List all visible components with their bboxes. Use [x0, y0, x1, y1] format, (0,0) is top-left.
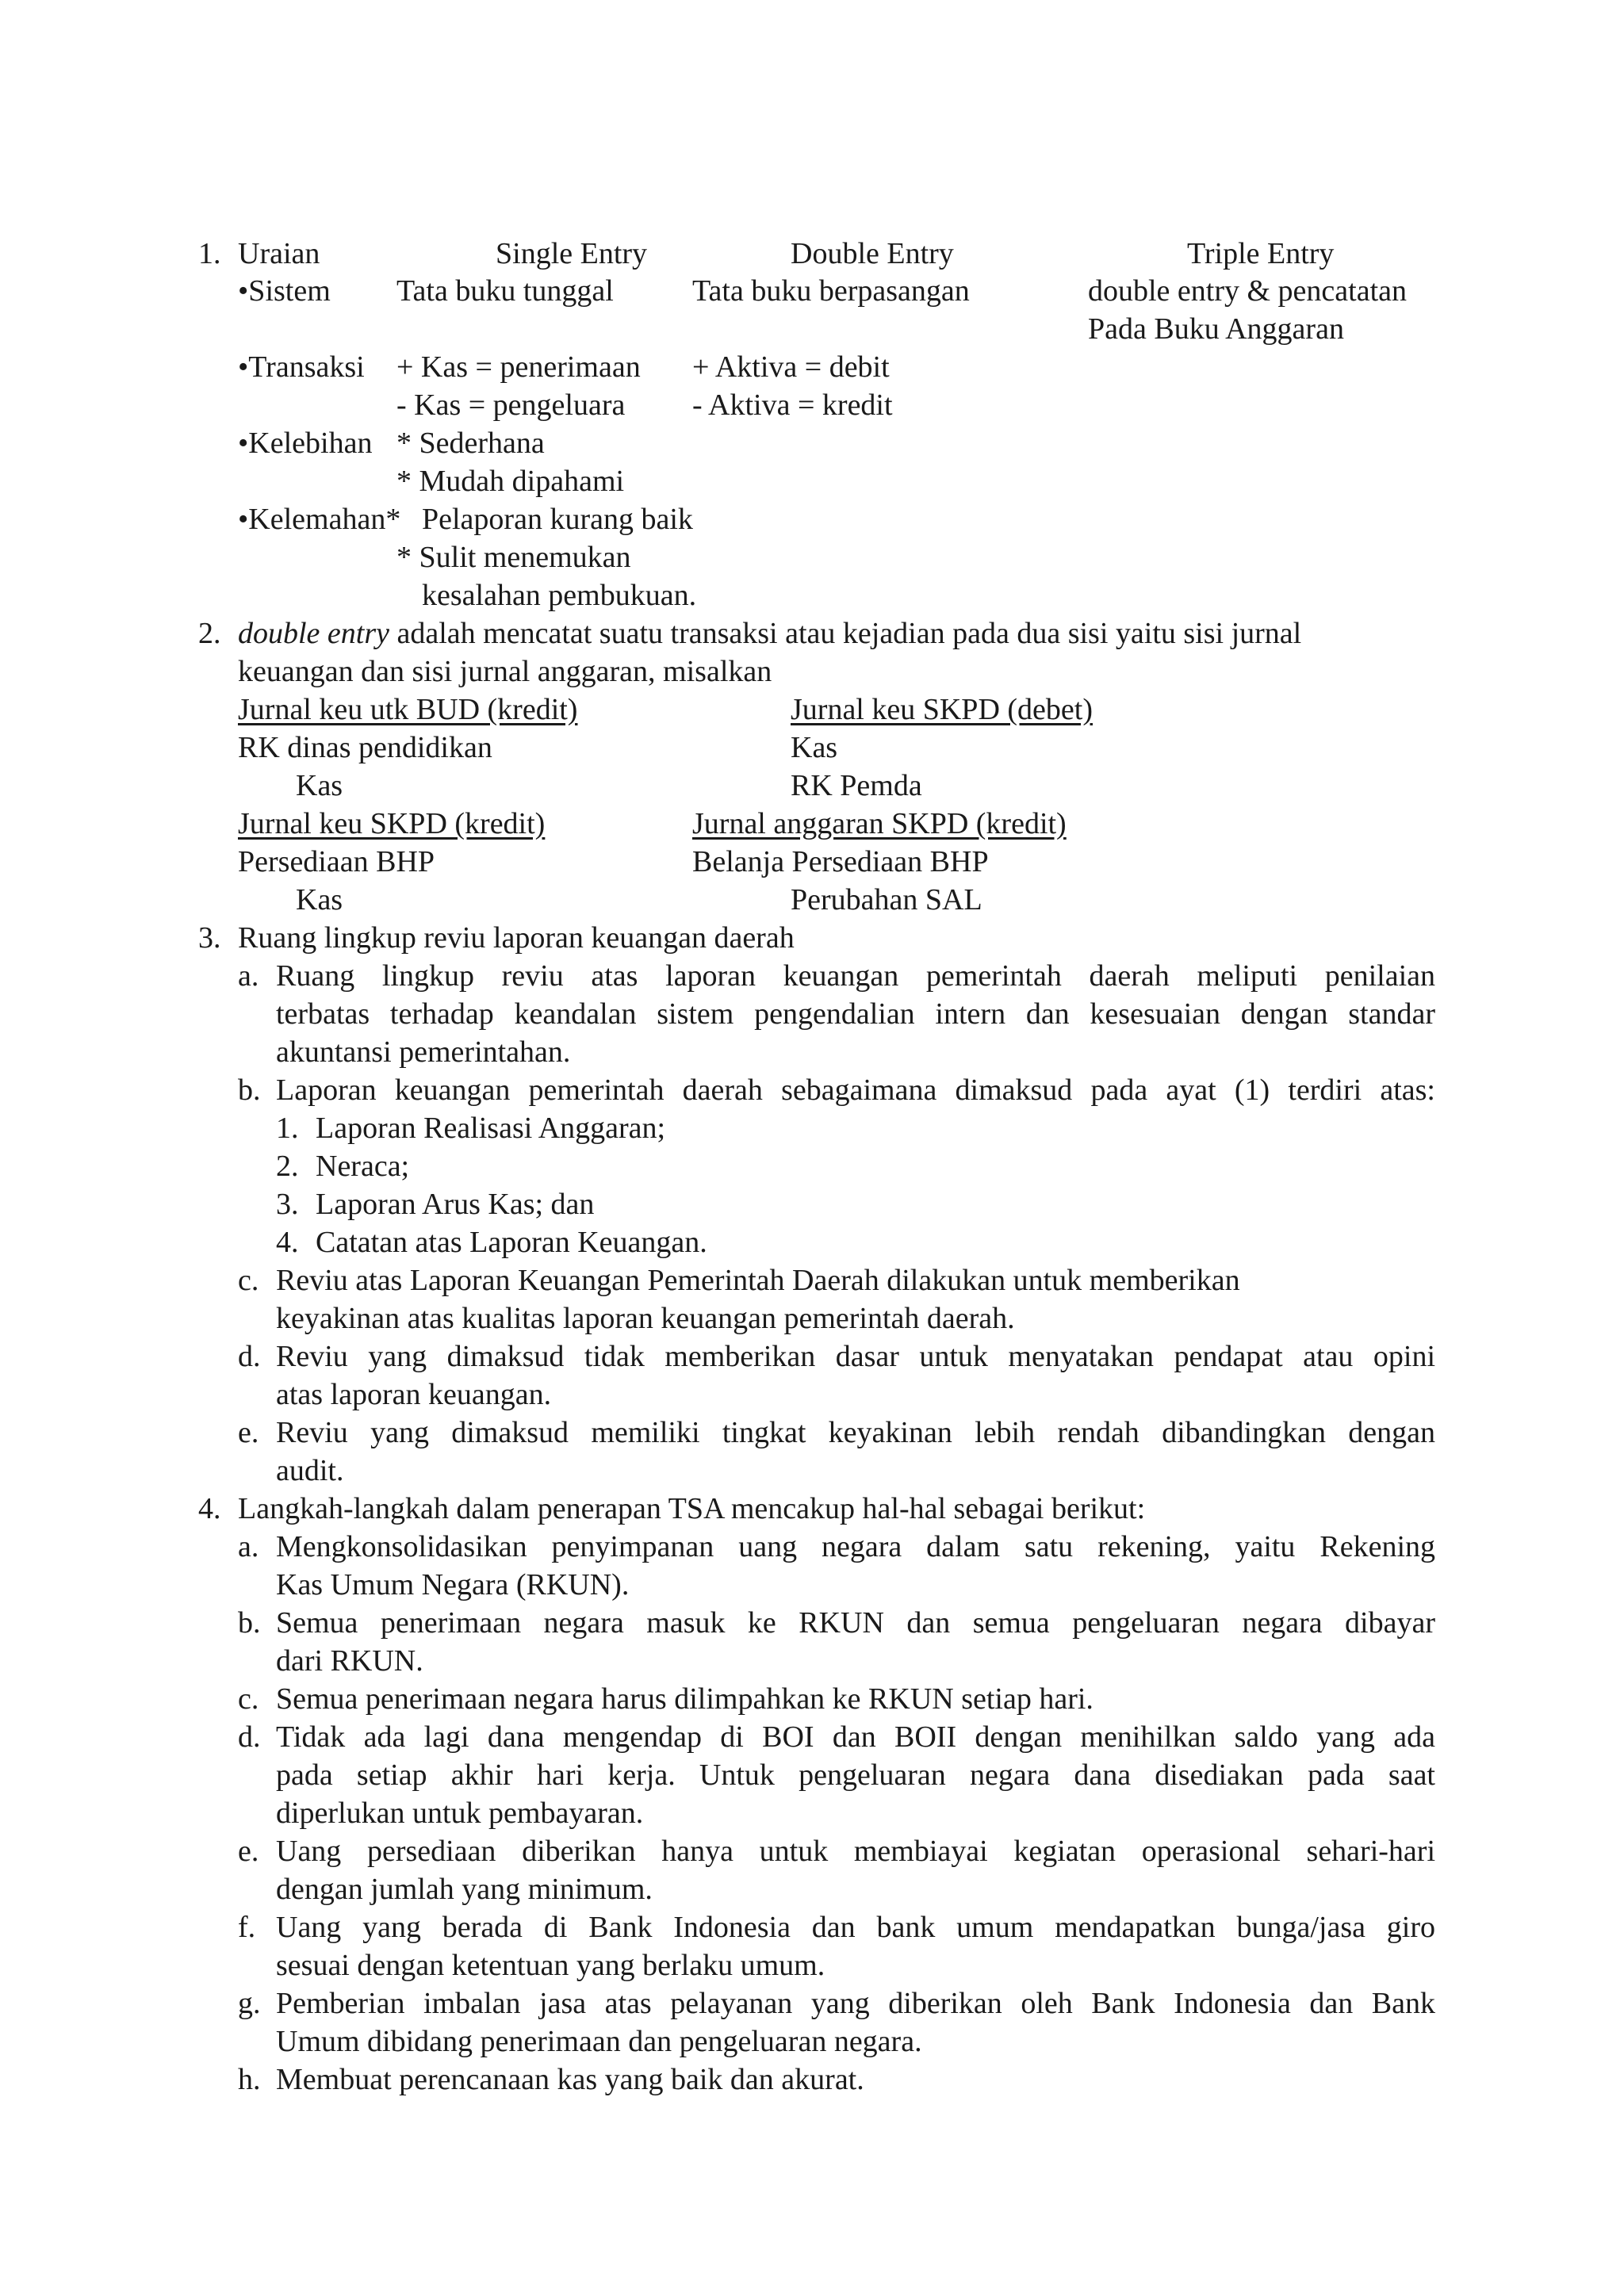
sub-item-number: 2. [276, 1150, 299, 1183]
item-2-line-1 [238, 614, 1301, 652]
row-kelemahan-line-3: kesalahan pembukuan. [422, 579, 697, 612]
item-4-h-letter: h. [238, 2063, 261, 2096]
item-4-a-line-2: Kas Umum Negara (RKUN). [276, 1568, 630, 1601]
row-sistem-triple-line-1: double entry & pencatatan [1088, 274, 1408, 308]
item-3-d-letter: d. [238, 1340, 261, 1373]
journal-skpd-kredit-line-2: Kas [296, 883, 343, 916]
item-3-d-line-2: atas laporan keuangan. [276, 1378, 552, 1411]
journal-bud-kredit-line-1: RK dinas pendidikan [238, 731, 492, 764]
item-4-b-line-2: dari RKUN. [276, 1644, 423, 1678]
item-4-d-line-2: pada setiap akhir hari kerja. Untuk pengeluaran negara dana disediakan pada saat [276, 1758, 1435, 1792]
item-4-number: 4. [198, 1492, 221, 1525]
item-4-e-line-2: dengan jumlah yang minimum. [276, 1873, 653, 1906]
row-kelebihan-line-2: * Mudah dipahami [396, 465, 625, 498]
journal-skpd-debet-heading: Jurnal keu SKPD (debet) [791, 693, 1093, 726]
item-3-b-letter: b. [238, 1073, 261, 1107]
header-triple-entry: Triple Entry [1187, 237, 1335, 270]
item-4-c-line-1: Semua penerimaan negara harus dilimpahkan ke RKUN setiap hari. [276, 1682, 1094, 1716]
sub-item-text: Laporan Arus Kas; dan [316, 1188, 595, 1221]
row-transaksi-label: •Transaksi [238, 350, 365, 384]
item-4-f-line-1: Uang yang berada di Bank Indonesia dan bank umum mendapatkan bunga/jasa giro [276, 1911, 1435, 1944]
journal-anggaran-skpd-kredit-line-1: Belanja Persediaan BHP [692, 845, 989, 878]
sub-item-text: Laporan Realisasi Anggaran; [316, 1112, 666, 1145]
sub-item-number: 1. [276, 1112, 299, 1145]
item-3-c-line-1: Reviu atas Laporan Keuangan Pemerintah Daerah dilakukan untuk memberikan [276, 1264, 1240, 1297]
header-single-entry: Single Entry [496, 237, 648, 270]
item-4-title: Langkah-langkah dalam penerapan TSA mencakup hal-hal sebagai berikut: [238, 1492, 1146, 1525]
sub-item-text: Catatan atas Laporan Keuangan. [316, 1226, 707, 1259]
row-transaksi-double-2: - Aktiva = kredit [692, 388, 893, 422]
item-4-h-line-1: Membuat perencanaan kas yang baik dan akurat. [276, 2063, 864, 2096]
item-4-a-letter: a. [238, 1530, 259, 1563]
item-3-e-line-1: Reviu yang dimaksud memiliki tingkat keyakinan lebih rendah dibandingkan dengan [276, 1416, 1435, 1449]
header-double-entry: Double Entry [791, 237, 954, 270]
journal-skpd-kredit-heading: Jurnal keu SKPD (kredit) [238, 807, 546, 840]
item-4-f-line-2: sesuai dengan ketentuan yang berlaku umum. [276, 1949, 825, 1982]
item-3-e-line-2: audit. [276, 1454, 344, 1487]
row-sistem-label: •Sistem [238, 274, 331, 308]
journal-anggaran-skpd-kredit-heading: Jurnal anggaran SKPD (kredit) [692, 807, 1067, 840]
header-uraian: Uraian [238, 237, 320, 270]
item-3-b-line-1: Laporan keuangan pemerintah daerah sebagaimana dimaksud pada ayat (1) terdiri atas: [276, 1073, 1435, 1107]
row-kelemahan-label: •Kelemahan* [238, 503, 401, 536]
item-1-number: 1. [198, 237, 221, 270]
item-4-d-letter: d. [238, 1720, 261, 1754]
row-kelebihan-label: •Kelebihan [238, 427, 373, 460]
item-2-number: 2. [198, 617, 221, 650]
item-3-a-line-1: Ruang lingkup reviu atas laporan keuangan pemerintah daerah meliputi penilaian [276, 959, 1435, 993]
journal-skpd-kredit-line-1: Persediaan BHP [238, 845, 435, 878]
row-transaksi-double-1: + Aktiva = debit [692, 350, 890, 384]
item-3-a-line-3: akuntansi pemerintahan. [276, 1035, 571, 1069]
item-3-title: Ruang lingkup reviu laporan keuangan daerah [238, 921, 795, 955]
item-4-g-line-1: Pemberian imbalan jasa atas pelayanan yang diberikan oleh Bank Indonesia dan Bank [276, 1987, 1435, 2020]
journal-bud-kredit-heading: Jurnal keu utk BUD (kredit) [238, 693, 578, 726]
sub-item-text: Neraca; [316, 1150, 410, 1183]
item-3-c-letter: c. [238, 1264, 259, 1297]
item-4-d-line-3: diperlukan untuk pembayaran. [276, 1797, 644, 1830]
journal-skpd-debet-line-1: Kas [791, 731, 838, 764]
row-sistem-double: Tata buku berpasangan [692, 274, 970, 308]
sub-item-number: 4. [276, 1226, 299, 1259]
row-kelemahan-line-1: Pelaporan kurang baik [422, 503, 693, 536]
item-4-b-letter: b. [238, 1606, 261, 1640]
journal-bud-kredit-line-2: Kas [296, 769, 343, 802]
row-kelebihan-line-1: * Sederhana [396, 427, 545, 460]
item-4-b-line-1: Semua penerimaan negara masuk ke RKUN dan semua pengeluaran negara dibayar [276, 1606, 1435, 1640]
item-4-c-letter: c. [238, 1682, 259, 1716]
item-3-number: 3. [198, 921, 221, 955]
item-2-term: double entry [238, 617, 390, 650]
item-3-a-letter: a. [238, 959, 259, 993]
item-4-g-line-2: Umum dibidang penerimaan dan pengeluaran negara. [276, 2025, 922, 2058]
sub-item-number: 3. [276, 1188, 299, 1221]
item-2-line-2: keuangan dan sisi jurnal anggaran, misalkan [238, 655, 772, 688]
item-3-d-line-1: Reviu yang dimaksud tidak memberikan dasar untuk menyatakan pendapat atau opini [276, 1340, 1435, 1373]
row-kelemahan-line-2: * Sulit menemukan [396, 541, 631, 574]
item-2-line-1-rest: adalah mencatat suatu transaksi atau kejadian pada dua sisi yaitu sisi jurnal [396, 617, 1302, 650]
item-4-d-line-1: Tidak ada lagi dana mengendap di BOI dan BOII dengan menihilkan saldo yang ada [276, 1720, 1435, 1754]
item-3-c-line-2: keyakinan atas kualitas laporan keuangan pemerintah daerah. [276, 1302, 1015, 1335]
row-sistem-single: Tata buku tunggal [396, 274, 614, 308]
item-4-e-line-1: Uang persediaan diberikan hanya untuk membiayai kegiatan operasional sehari-hari [276, 1835, 1435, 1868]
item-4-g-letter: g. [238, 1987, 261, 2020]
item-3-a-line-2: terbatas terhadap keandalan sistem pengendalian intern dan kesesuaian dengan standar [276, 997, 1435, 1031]
journal-skpd-debet-line-2: RK Pemda [791, 769, 922, 802]
item-3-e-letter: e. [238, 1416, 259, 1449]
item-4-f-letter: f. [238, 1911, 256, 1944]
row-transaksi-single-1: + Kas = penerimaan [396, 350, 641, 384]
row-transaksi-single-2: - Kas = pengeluara [396, 388, 626, 422]
journal-anggaran-skpd-kredit-line-2: Perubahan SAL [791, 883, 982, 916]
item-4-e-letter: e. [238, 1835, 259, 1868]
item-4-a-line-1: Mengkonsolidasikan penyimpanan uang negara dalam satu rekening, yaitu Rekening [276, 1530, 1435, 1563]
row-sistem-triple-line-2: Pada Buku Anggaran [1088, 312, 1344, 346]
